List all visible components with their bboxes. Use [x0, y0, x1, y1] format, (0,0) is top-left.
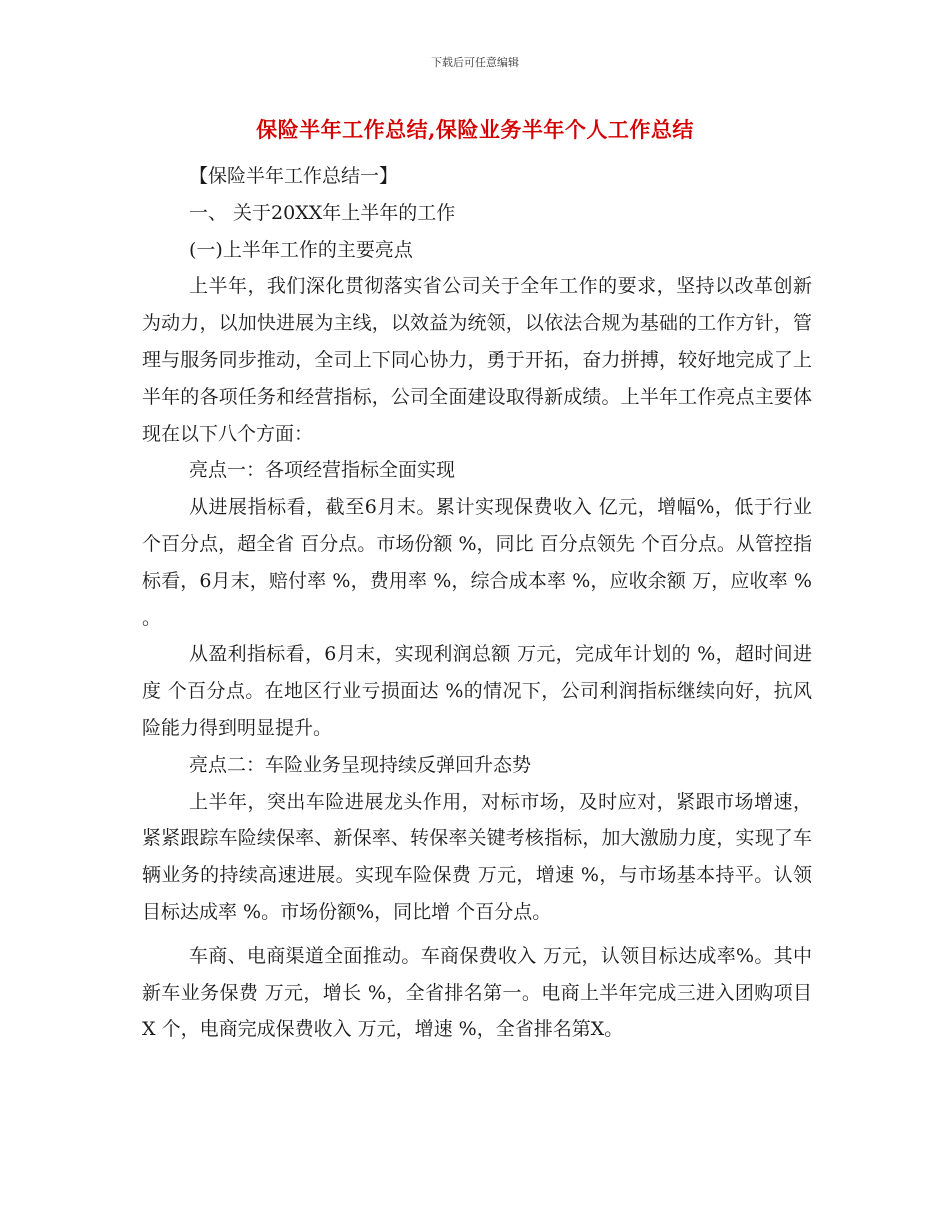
paragraph: 从进展指标看，截至6月末。累计实现保费收入 亿元，增幅%，低于行业 个百分点，超全省 百分点。市场份额 %，同比 百分点领先 个百分点。从管控指标看，6月末，赔付率 %，费用率 %，综合成本率 %，应收余额 万，应收率 % 。	[142, 496, 812, 629]
highlight-heading: 亮点二：车险业务呈现持续反弹回升态势	[189, 753, 532, 776]
document-body	[142, 158, 812, 1048]
paragraph: 从盈利指标看，6月末，实现利润总额 万元，完成年计划的 %，超时间进度 个百分点。在地区行业亏损面达 %的情况下，公司利润指标继续向好，抗风险能力得到明显提升。	[142, 643, 812, 739]
paragraph: 车商、电商渠道全面推动。车商保费收入 万元，认领目标达成率%。其中新车业务保费 万元，增长 %，全省排名第一。电商上半年完成三进入团购项目 X 个，电商完成保费收入 万元，增速 %，全省排名第X。	[142, 944, 812, 1041]
paragraph: 上半年，突出车险进展龙头作用，对标市场，及时应对，紧跟市场增速，紧紧跟踪车险续保率、新保率、转保率关键考核指标，加大激励力度，实现了车辆业务的持续高速进展。实现车险保费 万元，增速 %，与市场基本持平。认领目标达成率 %。市场份额%，同比增 个百分点。	[142, 790, 812, 923]
document-title: 保险半年工作总结,保险业务半年个人工作总结	[256, 117, 694, 142]
header-note: 下载后可任意编辑	[431, 56, 519, 69]
highlight-heading: 亮点一：各项经营指标全面实现	[189, 459, 456, 482]
subsection-heading: (一)上半年工作的主要亮点	[189, 238, 413, 261]
subsection-heading: 一、 关于20XX年上半年的工作	[189, 201, 456, 224]
section-heading: 【保险半年工作总结一】	[189, 165, 399, 187]
paragraph: 上半年，我们深化贯彻落实省公司关于全年工作的要求，坚持以改革创新为动力，以加快进展为主线，以效益为统领，以依法合规为基础的工作方针，管理与服务同步推动，全司上下同心协力，勇于开拓，奋力拼搏，较好地完成了上半年的各项任务和经营指标，公司全面建设取得新成绩。上半年工作亮点主要体现在以下八个方面：	[142, 275, 812, 445]
